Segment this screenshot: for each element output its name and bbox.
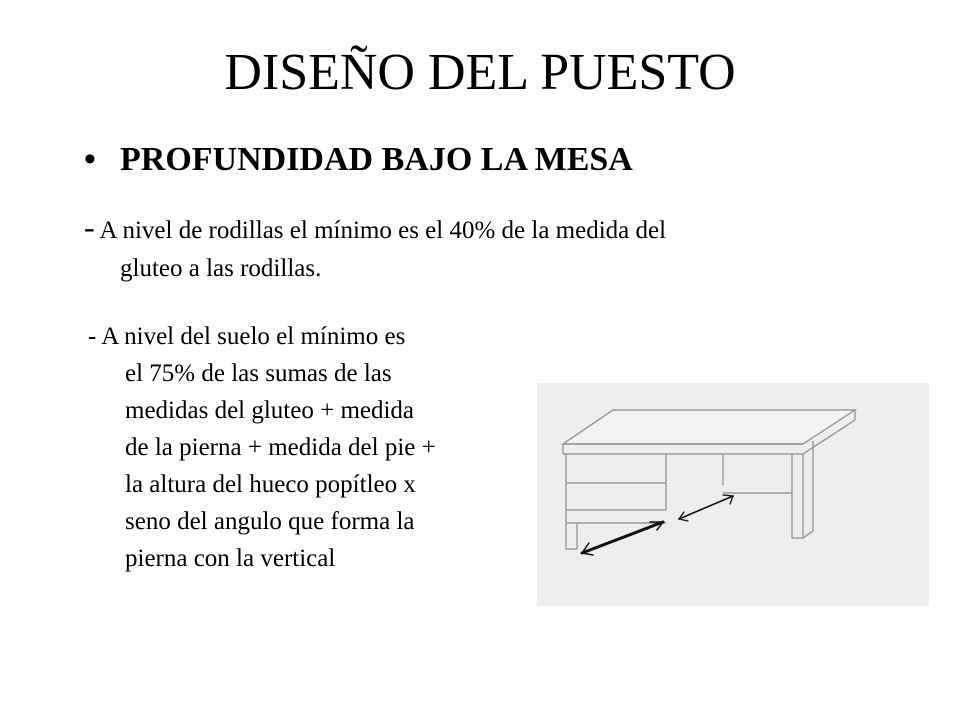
knee-depth-paragraph bbox=[84, 208, 884, 288]
floor-line-1: - A nivel del suelo el mínimo es bbox=[88, 323, 406, 350]
knee-line-2: gluteo a las rodillas. bbox=[120, 255, 322, 282]
heading-bullet bbox=[84, 137, 633, 183]
desk-top-surface bbox=[563, 410, 855, 444]
heading-text: PROFUNDIDAD BAJO LA MESA bbox=[120, 141, 633, 178]
floor-line-4: de la pierna + medida del pie + bbox=[125, 434, 436, 461]
floor-line-7: pierna con la vertical bbox=[125, 545, 336, 572]
stray-mark: · bbox=[769, 532, 771, 538]
paragraph-dash: - bbox=[84, 209, 95, 245]
desk-diagram bbox=[537, 383, 929, 606]
floor-line-5: la altura del hueco popítleo x bbox=[125, 471, 416, 498]
floor-depth-paragraph bbox=[88, 318, 548, 577]
floor-line-2: el 75% de las sumas de las bbox=[125, 360, 392, 387]
floor-line-6: seno del angulo que forma la bbox=[125, 508, 415, 535]
bullet-symbol: • bbox=[84, 141, 96, 178]
knee-line-1: A nivel de rodillas el mínimo es el 40% de la medida del bbox=[99, 217, 667, 244]
floor-line-3: medidas del gluteo + medida bbox=[125, 397, 415, 424]
slide-title: DISEÑO DEL PUESTO bbox=[224, 44, 736, 101]
